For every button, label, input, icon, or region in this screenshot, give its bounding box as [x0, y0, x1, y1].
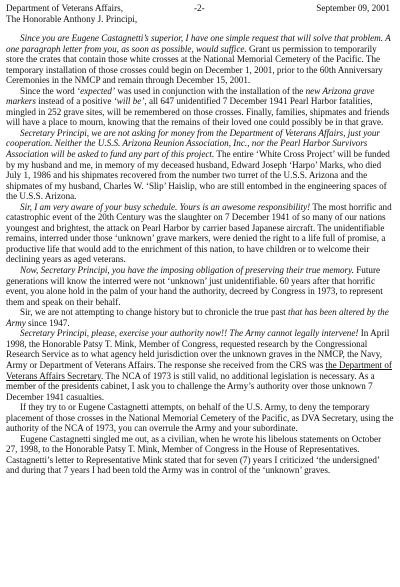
addressee-name: The Honorable Anthony J. Principi, — [6, 14, 138, 24]
paragraph-responsibility: Sir, I am very aware of your busy schedule. Yours is an awesome responsibility! The most horrific and catastrophic event of the 20th Century was the slaughter on 7 December 1941 of so many of our nations youngest and brightest, the attack on Pearl Harbor by carrier based Japanese aircraft. The unidentifiable remains, interred under those ‘unknown’ grave markers, were denied the right to a life full of promise, a productive life that would add to the enrichment of this nation, to have children or to welcome their declining years as aged veterans. — [6, 201, 392, 265]
paragraph-history: Sir, we are not attempting to change history but to chronicle the true past that has been altered by the Army since 1947. — [6, 307, 389, 328]
letter-date: September 09, 2001 — [316, 3, 390, 13]
paragraph-castagnetti: Eugene Castagnetti singled me out, as a civilian, when he wrote his libelous statements on October 27, 1998, to the Honorable Patsy T. Mink, Member of Congress in the House of Representatives. Castagnetti’s letter to Representative Mink stated that for seven (7) years I criticized ‘the undersigned’ and during that 7 years I had been told the Army was in control of the ‘unknown’ graves. — [6, 433, 382, 476]
paragraph-funding: Secretary Principi, we are not asking for money from the Department of Veterans Affairs, just your cooperation. Neither the U.S.S. Arizona Reunion Association, Inc., nor the Pearl Harbor Survivors Association will be asked to fund any part of this project. The entire ‘White Cross Project’ will be funded by my husband and me, in memory of my deceased husband, Edward Joseph ‘Harpo’ Marks, who died July 1, 1986 and his shipmates recovered from the number two turret of the U.S.S. Arizona and the shipmates of my husband, Charles W. ‘Slip’ Haislip, who are still entombed in the engineering spaces of the U.S.S. Arizona. — [6, 127, 390, 202]
paragraph-authority: Secretary Principi, please, exercise your authority now!! The Army cannot legally intervene! In April 1998, the Honorable Patsy T. Mink, Member of Congress, requested research by the Congressional Research Service as to what agency held jurisdiction over the unknown graves in the NMCP, the Navy, Army or Department of Veterans Affairs. The response she received from the CRS was the Department of Veterans Affairs Secretary. The NCA of 1973 is still valid, no additional legislation is necessary. As a member of the presidents cabinet, I ask you to challenge the Army’s authority over those unknown 7 December 1941 casualties. — [6, 328, 392, 402]
paragraph-obligation: Now, Secretary Principi, you have the imposing obligation of preserving their true memory. Future generations will know the interred were not ‘unknown’ just unidentifiable. 60 years after that horrific event, you alone hold in the palm of your hand the authority, decreed by Congress in 1973, to represent them and speak on their behalf. — [6, 265, 383, 307]
letter-header — [6, 3, 394, 25]
letter-body — [6, 33, 394, 476]
addressee-department: Department of Veterans Affairs, — [6, 3, 124, 13]
paragraph-grave-markers: Since the word ‘expected’ was used in conjunction with the installation of the new Arizona grave markers instead of a positive ‘will be’, all 647 unidentified 7 December 1941 Pearl Harbor fatalities, mingled in 252 grave sites, will be remembered on those crosses. Finally, families, shipmates and friends will have a place to mourn, knowing that the remains of their loved one could possibly be in that grave. — [6, 85, 390, 128]
page-number: -2- — [194, 3, 205, 13]
paragraph-request: Since you are Eugene Castagnetti’s superior, I have one simple request that will solve that problem. A one paragraph letter from you, as soon as possible, would suffice. Grant us permission to temporarily store the crates that contain those white crosses at the National Memorial Cemetery of the Pacific. The temporary installation of those crosses could begin on December 1, 2001, prior to the 60th Anniversary Ceremonies in the NMCP and remain through December 15, 2001. — [6, 33, 391, 86]
paragraph-overrule: If they try to or Eugene Castagnetti attempts, on behalf of the U.S. Army, to deny the temporary placement of those crosses in the National Memorial Cemetery of the Pacific, as DVA Secretary, using the authority of the NCA of 1973, you can overrule the Army and your subordinate. — [6, 402, 394, 434]
